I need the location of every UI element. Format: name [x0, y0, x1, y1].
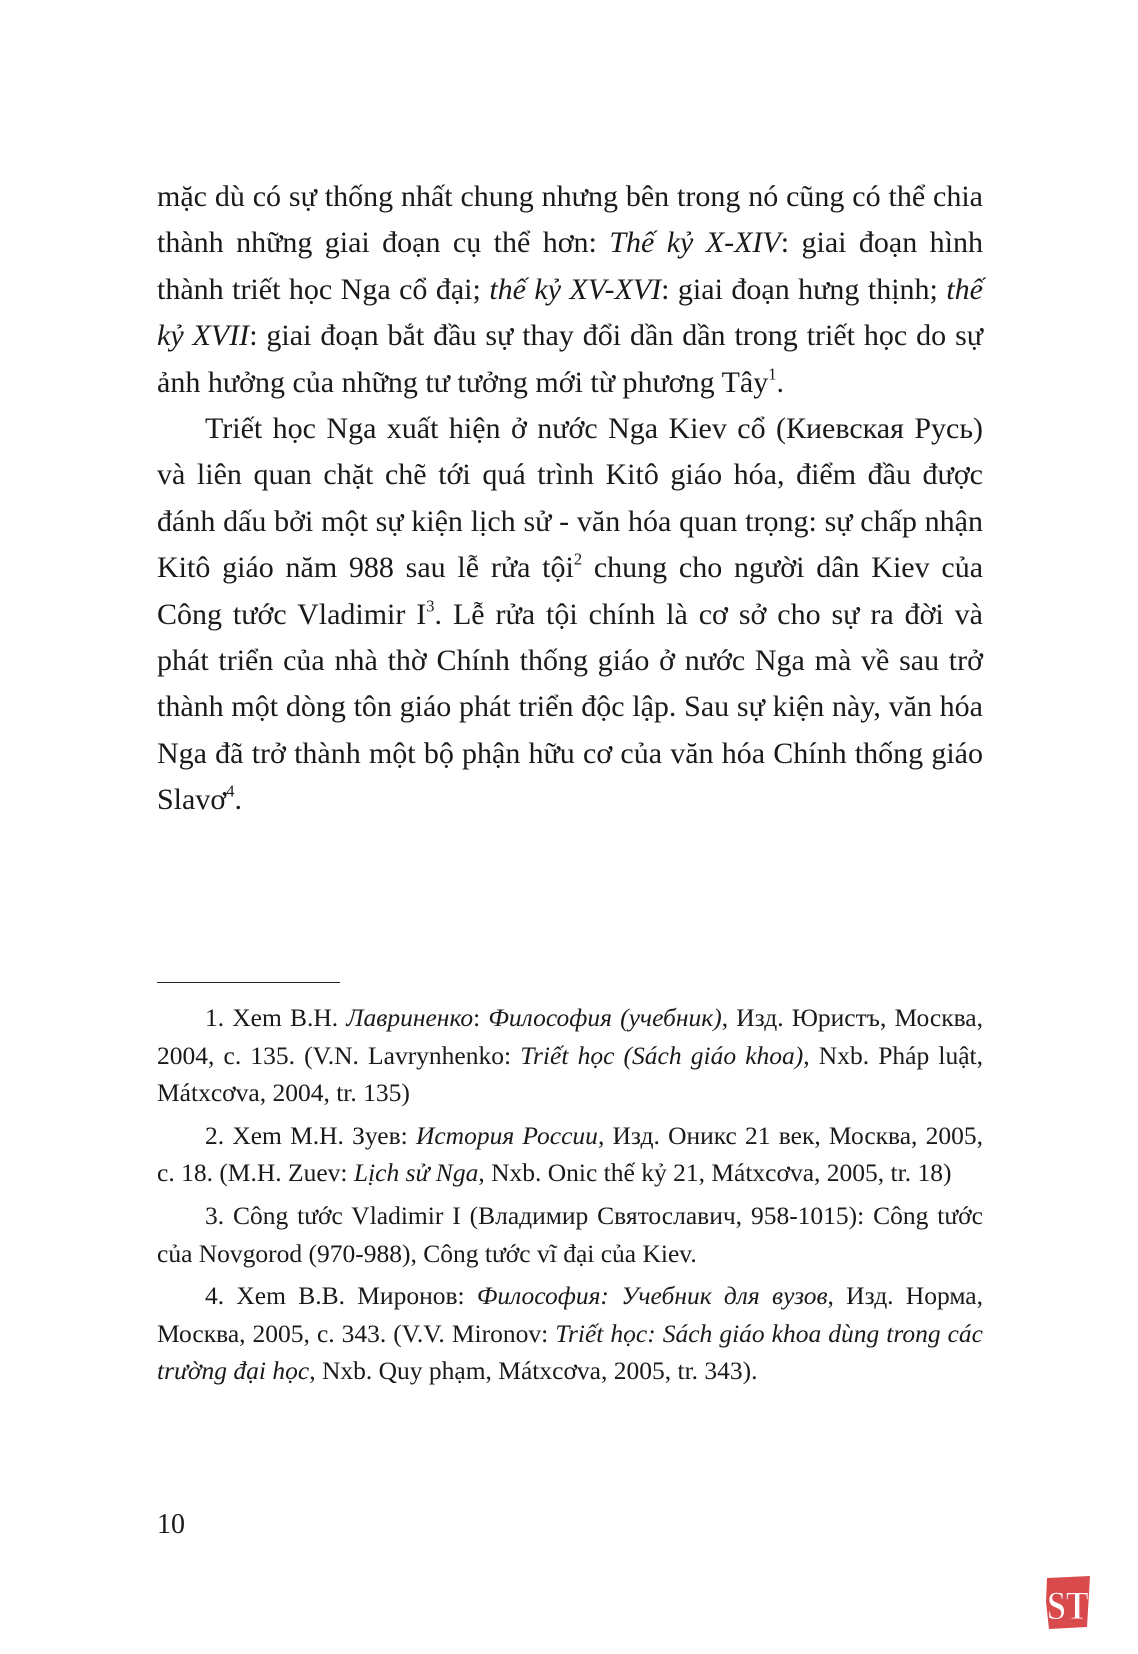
- paragraph-1: mặc dù có sự thống nhất chung nhưng bên trong nó cũng có thể chia thành những giai đoạn cụ thể hơn: Thế kỷ X-XIV: giai đoạn hình thành triết học Nga cổ đại; thế kỷ XV-XVI: giai đoạn hưng thịnh; thế kỷ XVII: giai đoạn bắt đầu sự thay đổi dần dần trong triết học do sự ảnh hưởng của những tư tưởng mới từ phương Tây$^1$.: [157, 180, 984, 399]
- footnote-ref: 3: [426, 596, 435, 616]
- footnote-3: 3. Công tước Vladimir I (Владимир Святославич, 958-1015): Công tước của Novgorod (970-988), Công tước vĩ đại của Kiev.: [157, 1200, 983, 1268]
- italic-text: Лавриненко: [346, 1003, 474, 1032]
- body-text: [157, 174, 983, 824]
- italic-text: Философия (учебник): [488, 1003, 722, 1032]
- footnote-separator: [157, 982, 340, 983]
- italic-text: Философия: Учебник для вузов: [476, 1281, 828, 1311]
- italic-text: Thế kỷ X-XIV: [609, 226, 781, 260]
- footnotes: [157, 999, 983, 1390]
- svg-text:ST: ST: [1047, 1584, 1089, 1629]
- footnote-ref: 1: [768, 364, 777, 384]
- footnote-2: 2. Xem М.Н. Зуев: История России, Изд. Оникс 21 век, Москва, 2005, с. 18. (M.H. Zuev: Lịch sử Nga, Nxb. Onic thế kỷ 21, Mátxcơva, 2005, tr. 18): [157, 1120, 983, 1188]
- page-number: 10: [157, 1509, 185, 1540]
- italic-text: История России: [415, 1120, 598, 1150]
- italic-text: Triết học (Sách giáo khoa): [520, 1040, 804, 1070]
- footnote-4: 4. Xem В.В. Миронов: Философия: Учебник для вузов, Изд. Норма, Москва, 2005, с. 343. (V.V. Mironov: Triết học: Sách giáo khoa dùng trong các trường đại học, Nxb. Quy phạm, Mátxcơva, 2005, tr. 343).: [157, 1281, 983, 1386]
- paragraph-2: Triết học Nga xuất hiện ở nước Nga Kiev cổ (Киевская Русь) và liên quan chặt chẽ tới quá trình Kitô giáo hóa, điểm đầu được đánh dấu bởi một sự kiện lịch sử - văn hóa quan trọng: sự chấp nhận Kitô giáo năm 988 sau lễ rửa tội$^2$ chung cho người dân Kiev của Công tước Vladimir $I^3$. Lễ rửa tội chính là cơ sở cho sự ra đời và phát triển của nhà thờ Chính thống giáo ở nước Nga mà về sau trở thành một dòng tôn giáo phát triển độc lập. Sau sự kiện này, văn hóa Nga đã trở thành một bộ phận hữu cơ của văn hóa Chính thống giáo Slavơ$^4$.: [157, 412, 984, 817]
- italic-text: thế kỷ XVII: [157, 272, 983, 353]
- publisher-logo-icon: [1044, 1574, 1094, 1630]
- footnote-1: 1. Xem В.Н. Лавриненко: Философия (учебник), Изд. Юристъ, Москва, 2004, с. 135. (V.N. Lavrynhenko: Triết học (Sách giáo khoa), Nxb. Pháp luật, Mátxcơva, 2004, tr. 135): [157, 1003, 983, 1108]
- footnote-ref: 2: [573, 549, 583, 569]
- italic-text: Triết học: Sách giáo khoa dùng trong các trường đại học: [157, 1318, 983, 1386]
- italic-text: Lịch sử Nga: [353, 1158, 479, 1188]
- footnote-ref: 4: [226, 781, 235, 801]
- italic-text: thế kỷ XV-XVI: [489, 272, 662, 306]
